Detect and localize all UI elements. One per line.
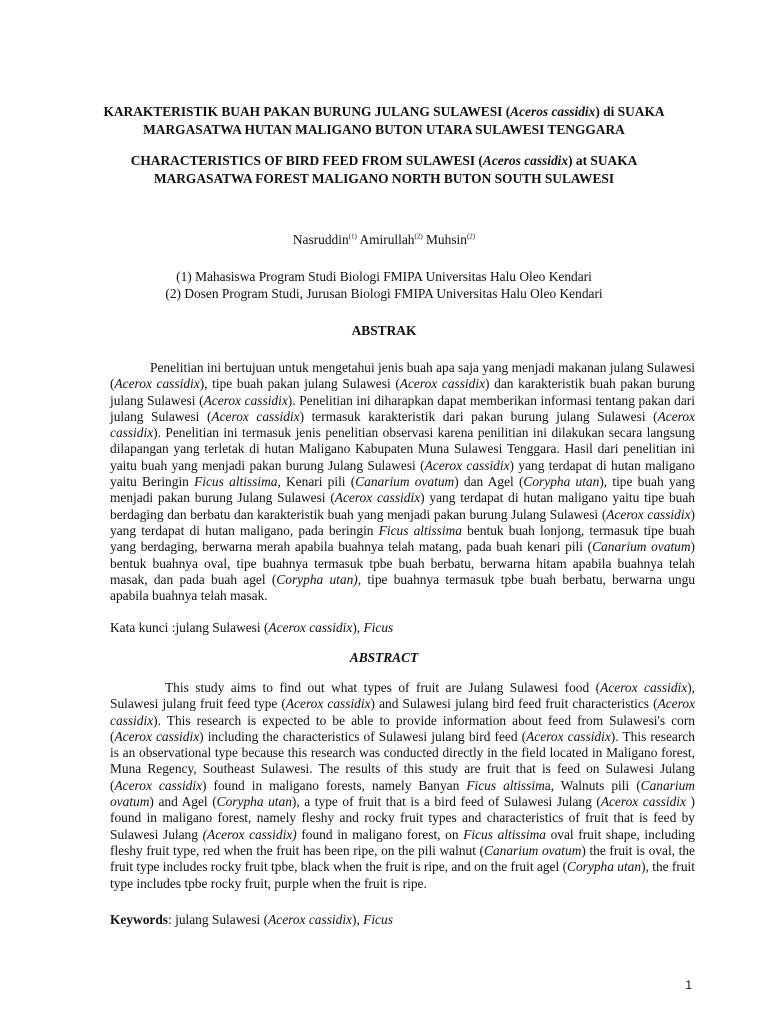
abstract-heading: ABSTRACT bbox=[349, 650, 419, 665]
scientific-name: Acerox cassidix bbox=[110, 696, 695, 728]
scientific-name: Ficus altissima bbox=[194, 474, 278, 490]
scientific-name: Ficus altissima bbox=[378, 522, 462, 538]
scientific-name: Corypha utan bbox=[523, 474, 600, 490]
text-run: ) dan Agel ( bbox=[454, 474, 524, 490]
scientific-name: Corypha utan bbox=[216, 794, 292, 810]
scientific-name: Corypha utan), bbox=[276, 571, 362, 587]
text-run: ), bbox=[352, 620, 364, 635]
scientific-name: Ficus altissim bbox=[466, 777, 545, 793]
scientific-name: Ficus bbox=[363, 912, 393, 927]
author-list bbox=[90, 232, 678, 248]
title-id-part-b: ) di SUAKA MARGASATWA HUTAN MALIGANO BUTON UTARA SULAWESI TENGGARA bbox=[143, 104, 665, 137]
scientific-name: (Acerox cassidix) bbox=[202, 826, 297, 842]
keywords-text bbox=[168, 912, 393, 927]
scientific-name: Acerox cassidix bbox=[268, 912, 352, 927]
text-run: ) bentuk buahnya oval, tipe buahnya termasuk tpbe buah berbatu, berwarna hitam apabila buahnya telah masak, dan pada buah agel ( bbox=[110, 539, 695, 587]
text-run: ), the fruit type includes tpbe rocky fruit, purple when the fruit is ripe. bbox=[110, 859, 695, 891]
text-run: ) yang terdapat di hutan maligano yaitu tipe buah berdaging dan berbatu dan karakteristik buah yang menjadi pakan burung Julang Sulawesi ( bbox=[110, 490, 695, 522]
author-affil-mark: (1) bbox=[348, 232, 357, 241]
text-run: ) termasuk karakteristik dari pakan burung julang Sulawesi ( bbox=[299, 408, 658, 424]
scientific-name: Canarium ovatum bbox=[592, 539, 691, 555]
scientific-name: Acerox cassidix bbox=[600, 794, 686, 810]
scientific-name: Canarium ovatum bbox=[355, 474, 455, 490]
text-run: , Kenari pili ( bbox=[277, 474, 356, 490]
author-affil-mark: (2) bbox=[414, 232, 423, 241]
keywords bbox=[110, 912, 393, 928]
scientific-name: Ficus altissima bbox=[463, 826, 546, 842]
author-affil-mark: (2) bbox=[466, 232, 476, 241]
scientific-name: Acerox cassidix bbox=[285, 696, 371, 712]
abstract-body bbox=[110, 680, 695, 892]
scientific-name: Acerox cassidix bbox=[606, 506, 691, 522]
affiliation-line: (2) Dosen Program Studi, Jurusan Biologi FMIPA Universitas Halu Oleo Kendari bbox=[165, 286, 603, 301]
keywords-label: Keywords bbox=[110, 912, 169, 927]
text-run: ). Penelitian ini termasuk jenis penelitian observasi karena penilitian ini dilakukan secara langsung dilapangan yang terletak di hutan Maligano Kabupaten Muna Sulawesi Tenggara. Hasil dari penelitian ini yaitu buah yang menjadi pakan burung Julang Sulawesi ( bbox=[110, 425, 695, 473]
text-run: ) yang terdapat di hutan maligano yaitu Beringin bbox=[110, 457, 695, 490]
affiliation-line: (1) Mahasiswa Program Studi Biologi FMIPA Universitas Halu Oleo Kendari bbox=[176, 269, 592, 284]
author-name: Muhsin bbox=[426, 232, 467, 247]
scientific-name: Acerox cassidix bbox=[600, 680, 688, 695]
scientific-name: Acerox cassidix bbox=[334, 490, 421, 506]
text-run: ) dan karakteristik buah pakan burung julang Sulawesi ( bbox=[110, 376, 695, 408]
scientific-name: Acerox cassidix bbox=[424, 457, 510, 473]
text-run: ) found in maligano forest, namely fleshy and rocky fruit types and characteristics of fruit that is feed by Sulawesi Julang bbox=[110, 794, 695, 842]
scientific-name: Canarium ovatum bbox=[110, 777, 695, 810]
text-run: ), tipe buah pakan julang Sulawesi ( bbox=[199, 376, 400, 392]
author-name: Nasruddin bbox=[292, 232, 349, 247]
text-run: ) including the characteristics of Sulawesi julang bird feed ( bbox=[199, 728, 527, 744]
text-run: ) and Sulawesi julang bird feed fruit characteristics ( bbox=[370, 696, 658, 712]
title-id-part-a: KARAKTERISTIK BUAH PAKAN BURUNG JULANG SULAWESI ( bbox=[103, 104, 511, 119]
text-run: found in maligano forest, on bbox=[296, 826, 464, 842]
text-run: ) the fruit is oval, the fruit type includes rocky fruit tpbe, black when the fruit is ripe, and on the fruit agel ( bbox=[110, 842, 695, 875]
title-en-part-b: ) at SUAKA MARGASATWA FOREST MALIGANO NORTH BUTON SOUTH SULAWESI bbox=[153, 153, 638, 186]
title-indonesian bbox=[90, 103, 678, 139]
scientific-name: Acerox cassidix bbox=[203, 392, 288, 408]
text-run: This study aims to find out what types of fruit are Julang Sulawesi food ( bbox=[165, 680, 601, 695]
scientific-name: Acerox cassidix bbox=[110, 408, 695, 441]
abstrak-heading: ABSTRAK bbox=[351, 323, 417, 338]
text-run: ). This research is expected to be able to provide information about feed from Sulawesi's corn ( bbox=[110, 712, 695, 744]
text-run: Kata kunci :julang Sulawesi ( bbox=[110, 620, 269, 635]
text-run: ), bbox=[352, 912, 364, 927]
author-name: Amirullah bbox=[359, 232, 415, 247]
kata-kunci bbox=[110, 620, 393, 636]
title-english bbox=[90, 152, 678, 188]
scientific-name: Corypha utan bbox=[567, 859, 642, 875]
scientific-name: Ficus bbox=[363, 620, 394, 635]
text-run: ), tipe buah yang menjadi pakan burung Julang Sulawesi ( bbox=[110, 474, 695, 506]
text-run: ), a type of fruit that is a bird feed of Sulawesi Julang ( bbox=[291, 794, 601, 810]
text-run: ). This research is an observational type because this research was conducted directly in the field located in Maligano forest, Muna Regency, Southeast Sulawesi. The results of this study are fruit that is feed on Sulawesi Julang ( bbox=[110, 728, 695, 793]
scientific-name: Acerox cassidix bbox=[268, 620, 353, 635]
affiliations bbox=[90, 268, 678, 302]
title-en-scientific-name: Aceros cassidix bbox=[482, 153, 569, 168]
scientific-name: Acerox cassidix bbox=[114, 777, 203, 793]
text-run: bentuk buah lonjong, termasuk tipe buah yang berdaging, berwarna merah apabila buahnya telah matang, pada buah kenari pili ( bbox=[110, 522, 695, 555]
title-id-scientific-name: Aceros cassidix bbox=[510, 104, 596, 119]
text-run: ) found in maligano forests, namely Banyan bbox=[202, 777, 467, 793]
text-run: ) yang terdapat di hutan maligano, pada beringin bbox=[110, 506, 695, 538]
scientific-name: Acerox cassidix bbox=[114, 376, 200, 392]
scientific-name: Acerox cassidix bbox=[114, 728, 200, 744]
text-run: oval fruit shape, including fleshy fruit type, red when the fruit has been ripe, on the pili walnut ( bbox=[110, 826, 695, 858]
scientific-name: Acerox cassidix bbox=[526, 728, 611, 744]
text-run: a, Walnuts pili ( bbox=[544, 777, 641, 793]
scientific-name: Acerox cassidix bbox=[211, 408, 300, 424]
text-run: ). Penelitian ini diharapkan dapat memberikan informasi tentang pakan dari julang Sulawesi ( bbox=[110, 392, 695, 424]
text-run: tipe buahnya termasuk tpbe buah berbatu, berwarna ungu apabila buahnya telah masak. bbox=[110, 571, 696, 604]
text-run: : julang Sulawesi ( bbox=[168, 912, 269, 927]
text-run: ) and Agel ( bbox=[149, 794, 217, 810]
text-run: ), Sulawesi julang fruit feed type ( bbox=[110, 680, 695, 712]
abstrak-body bbox=[110, 360, 695, 604]
scientific-name: Canarium ovatum bbox=[484, 842, 582, 858]
scientific-name: Acerox cassidix bbox=[399, 376, 486, 392]
page-number: 1 bbox=[685, 978, 692, 992]
title-en-part-a: CHARACTERISTICS OF BIRD FEED FROM SULAWESI ( bbox=[130, 153, 483, 168]
text-run: Penelitian ini bertujuan untuk mengetahui jenis buah apa saja yang menjadi makanan julang Sulawesi ( bbox=[110, 360, 695, 392]
